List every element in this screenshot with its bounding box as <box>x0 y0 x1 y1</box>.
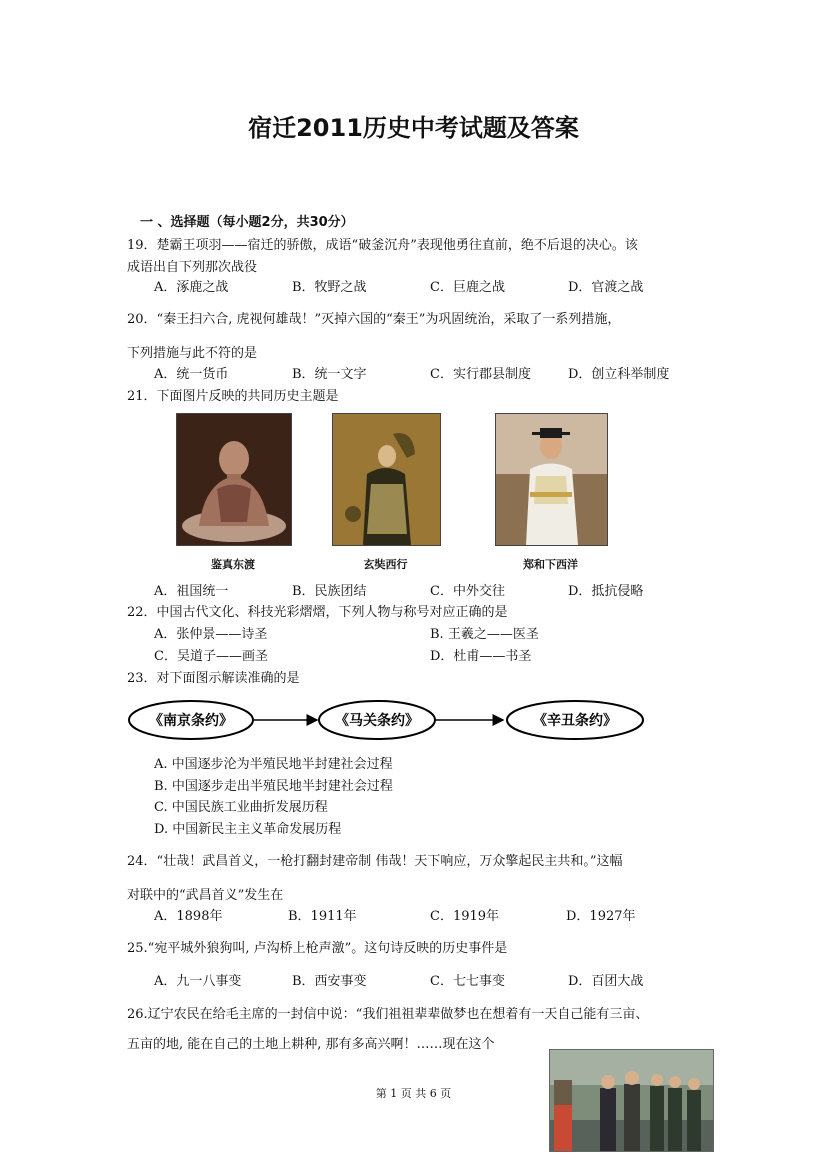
q21-line1: 21．下面图片反映的共同历史主题是 <box>127 389 339 404</box>
q21-option-c: C．中外交往 <box>430 584 505 599</box>
section-heading: 一 、选择题（每小题2分，共30分） <box>140 215 354 230</box>
q24-option-b: B．1911年 <box>288 909 357 924</box>
pilgrim-painting-icon <box>333 414 440 545</box>
q24-option-a: A．1898年 <box>154 909 223 924</box>
jianzhen-photo <box>176 413 292 546</box>
q25-option-a: A．九一八事变 <box>154 974 242 989</box>
treaty-diagram <box>125 697 650 743</box>
monk-statue-icon <box>177 414 291 545</box>
q22-option-d: D．杜甫——书圣 <box>430 649 532 664</box>
q25-option-b: B．西安事变 <box>292 974 367 989</box>
q23-option-d: D. 中国新民主主义革命发展历程 <box>154 822 342 837</box>
q19-line2: 成语出自下列那次战役 <box>127 260 258 275</box>
q20-line1: 20．“秦王扫六合, 虎视何雄哉！”灭掉六国的“秦王”为巩固统治，采取了一系列措施， <box>127 312 621 327</box>
q23-option-a: A. 中国逐步沦为半殖民地半封建社会过程 <box>154 757 393 772</box>
q22-option-c: C．吴道子——画圣 <box>154 649 268 664</box>
q20-option-d: D．创立科举制度 <box>568 367 670 382</box>
treaty-label-maguan: 《马关条约》 <box>335 713 419 729</box>
q21-option-b: B．民族团结 <box>292 584 367 599</box>
q23-option-b: B. 中国逐步走出半殖民地半封建社会过程 <box>154 779 393 794</box>
q20-option-a: A．统一货币 <box>154 367 229 382</box>
q21-option-d: D．抵抗侵略 <box>568 584 644 599</box>
q25-option-d: D．百团大战 <box>568 974 644 989</box>
q26-line1: 26.辽宁农民在给毛主席的一封信中说：“我们祖祖辈辈做梦也在想着有一天自己能有三亩、 <box>127 1007 649 1022</box>
zhenghe-photo <box>495 413 608 546</box>
xuanzang-photo <box>332 413 441 546</box>
q22-option-a: A．张仲景——诗圣 <box>154 627 268 642</box>
treaty-label-nanjing: 《南京条约》 <box>149 713 233 729</box>
page-footer: 第 1 页 共 6 页 <box>375 1087 452 1100</box>
q19-option-c: C．巨鹿之战 <box>430 280 505 295</box>
q19-option-b: B．牧野之战 <box>292 280 367 295</box>
caption-zhenghe: 郑和下西洋 <box>523 558 578 571</box>
q24-option-d: D．1927年 <box>566 909 636 924</box>
page-title: 宿迁2011历史中考试题及答案 <box>248 114 579 142</box>
q24-option-c: C．1919年 <box>430 909 500 924</box>
q19-option-a: A．涿鹿之战 <box>154 280 229 295</box>
q25-option-c: C．七七事变 <box>430 974 505 989</box>
q20-option-c: C．实行郡县制度 <box>430 367 531 382</box>
q25-line1: 25.“宛平城外狼狗叫, 卢沟桥上枪声激”。这句诗反映的历史事件是 <box>127 941 508 956</box>
q24-line2: 对联中的“武昌首义”发生在 <box>127 888 284 903</box>
q20-option-b: B．统一文字 <box>292 367 367 382</box>
q24-line1: 24．“壮哉！武昌首义，一枪打翻封建帝制 伟哉！天下响应，万众擎起民主共和。”这幅 <box>127 854 623 869</box>
caption-jianzhen: 鉴真东渡 <box>211 558 255 571</box>
q23-option-c: C. 中国民族工业曲折发展历程 <box>154 800 328 815</box>
q19-line1: 19．楚霸王项羽——宿迁的骄傲，成语“破釜沉舟”表现他勇往直前，绝不后退的决心。该 <box>127 238 638 253</box>
q21-option-a: A．祖国统一 <box>154 584 229 599</box>
q20-line2: 下列措施与此不符的是 <box>127 346 258 361</box>
admiral-painting-icon <box>496 414 607 545</box>
q19-option-d: D．官渡之战 <box>568 280 644 295</box>
q22-option-b: B. 王羲之——医圣 <box>430 627 539 642</box>
q23-line1: 23．对下面图示解读准确的是 <box>127 671 300 686</box>
caption-xuanzang: 玄奘西行 <box>363 558 408 571</box>
treaty-label-xinchou: 《辛丑条约》 <box>533 713 617 729</box>
q22-line1: 22．中国古代文化、科技光彩熠熠，下列人物与称号对应正确的是 <box>127 605 508 620</box>
q26-line2: 五亩的地, 能在自己的土地上耕种, 那有多高兴啊！……现在这个 <box>127 1037 495 1052</box>
